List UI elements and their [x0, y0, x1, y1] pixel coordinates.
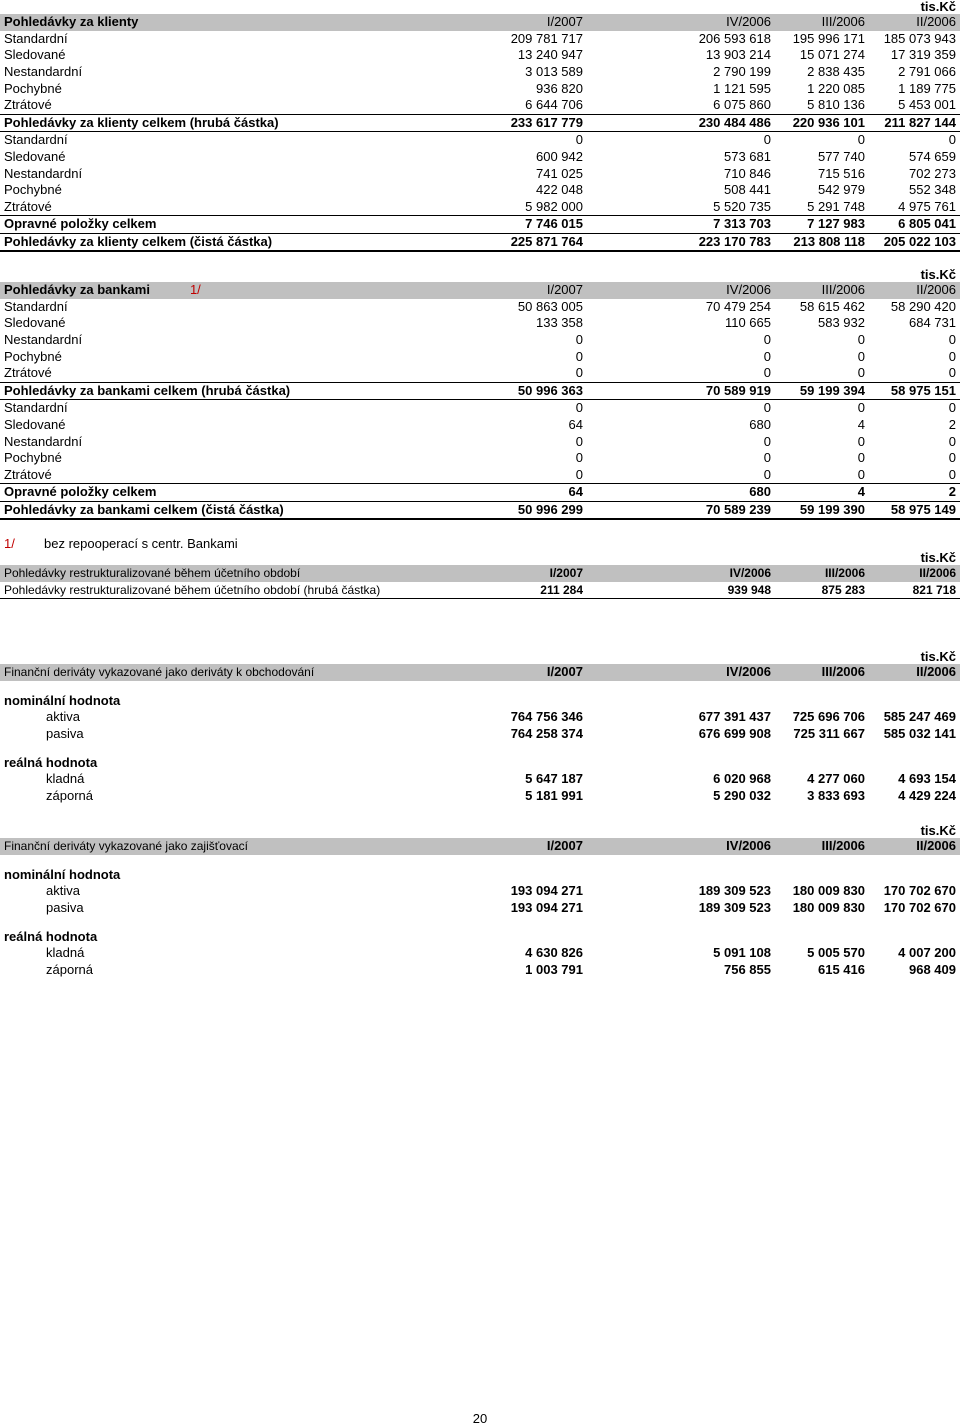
column-header: IV/2006 — [587, 664, 775, 681]
row-value: 0 — [857, 332, 865, 348]
footnote — [4, 536, 238, 551]
row-value: 133 358 — [536, 315, 583, 331]
table-restructured — [0, 565, 960, 599]
table-row — [0, 332, 960, 349]
row-label: Standardní — [4, 298, 68, 314]
table-row — [0, 450, 960, 467]
unit-label: tis.Kč — [920, 0, 956, 14]
row-label: pasiva — [46, 900, 84, 916]
row-value: 574 659 — [909, 149, 956, 165]
header-row — [0, 14, 960, 31]
row-value: 0 — [857, 365, 865, 381]
row-value: 0 — [763, 466, 771, 482]
row-value: 0 — [857, 348, 865, 364]
row-value: 710 846 — [724, 165, 771, 181]
row-value: 193 094 271 — [510, 883, 583, 899]
section-title: Pohledávky restrukturalizované během účetního období — [4, 566, 301, 581]
row-value: 573 681 — [724, 149, 771, 165]
row-value: 5 453 001 — [898, 97, 956, 113]
table-receivables-clients — [0, 14, 960, 252]
row-value: 58 975 149 — [869, 501, 960, 519]
row-label: kladná — [46, 945, 85, 961]
row-value: 70 479 254 — [705, 298, 771, 314]
table-row — [0, 80, 960, 97]
group-row — [0, 867, 960, 884]
row-label: Nestandardní — [4, 433, 83, 449]
row-value: 180 009 830 — [792, 883, 865, 899]
row-label: Standardní — [4, 30, 68, 46]
table-row — [0, 182, 960, 199]
row-value: 4 007 200 — [898, 945, 956, 961]
row-value: 1 220 085 — [807, 80, 865, 96]
row-label: Pochybné — [4, 348, 62, 364]
section-title: Pohledávky za klienty — [4, 14, 139, 30]
section-title-cell — [0, 664, 430, 681]
table-row — [0, 31, 960, 48]
column-header: IV/2006 — [587, 14, 775, 31]
row-label: Sledované — [4, 417, 66, 433]
page-number: 20 — [472, 1411, 488, 1426]
row-value: 0 — [948, 332, 956, 348]
row-value: 0 — [857, 400, 865, 416]
row-value: 209 781 717 — [510, 30, 583, 46]
row-label: Pohledávky za bankami celkem (hrubá částka) — [0, 382, 430, 400]
row-value: 0 — [763, 450, 771, 466]
column-header: III/2006 — [775, 664, 869, 681]
row-value: 676 699 908 — [698, 726, 771, 742]
row-value: 189 309 523 — [698, 900, 771, 916]
row-value: 4 — [775, 484, 869, 502]
section-restructured — [0, 551, 960, 599]
group-row — [0, 928, 960, 945]
section-derivatives-hedging — [0, 824, 960, 978]
row-value: 585 247 469 — [883, 709, 956, 725]
row-value: 875 283 — [775, 582, 869, 599]
row-value: 170 702 670 — [883, 900, 956, 916]
footnote-ref: 1/ — [189, 282, 201, 298]
table-receivables-banks — [0, 282, 960, 520]
header-row — [0, 282, 960, 299]
group-label: reálná hodnota — [4, 928, 98, 944]
table-row — [0, 365, 960, 382]
row-value: 4 — [857, 417, 865, 433]
table-row — [0, 726, 960, 743]
row-label: Ztrátové — [4, 365, 52, 381]
row-value: 4 429 224 — [898, 787, 956, 803]
row-value: 5 647 187 — [525, 771, 583, 787]
group-label: nominální hodnota — [4, 866, 121, 882]
column-header: II/2006 — [869, 14, 960, 31]
row-value: 0 — [575, 132, 583, 148]
row-value: 225 871 764 — [430, 233, 587, 251]
row-label: Ztrátové — [4, 198, 52, 214]
row-value: 211 827 144 — [869, 114, 960, 132]
table-row — [0, 433, 960, 450]
row-value: 110 665 — [724, 315, 771, 331]
row-value: 6 075 860 — [713, 97, 771, 113]
row-value: 0 — [575, 332, 583, 348]
row-value: 936 820 — [536, 80, 583, 96]
column-header: II/2006 — [869, 664, 960, 681]
table-row — [0, 883, 960, 900]
group-row — [0, 693, 960, 710]
row-value: 764 258 374 — [510, 726, 583, 742]
row-value: 0 — [948, 365, 956, 381]
group-row — [0, 754, 960, 771]
row-value: 5 291 748 — [807, 198, 865, 214]
row-label: Standardní — [4, 132, 68, 148]
row-value: 3 013 589 — [525, 64, 583, 80]
column-header: II/2006 — [869, 282, 960, 299]
column-header: IV/2006 — [587, 565, 775, 582]
row-value: 0 — [575, 466, 583, 482]
row-value: 552 348 — [909, 182, 956, 198]
group-label: reálná hodnota — [4, 754, 98, 770]
table-row — [0, 233, 960, 251]
row-value: 725 311 667 — [793, 726, 865, 742]
row-value: 13 240 947 — [517, 47, 583, 63]
row-value: 0 — [763, 332, 771, 348]
column-header: IV/2006 — [587, 282, 775, 299]
row-value: 764 756 346 — [510, 709, 583, 725]
row-value: 0 — [763, 132, 771, 148]
row-value: 58 975 151 — [869, 382, 960, 400]
table-row — [0, 945, 960, 962]
table-row — [0, 382, 960, 400]
unit-label: tis.Kč — [920, 649, 956, 664]
row-label: Pohledávky za klienty celkem (hrubá částka) — [0, 114, 430, 132]
header-row — [0, 565, 960, 582]
column-header: I/2007 — [430, 838, 587, 855]
table-row — [0, 47, 960, 64]
table-row — [0, 900, 960, 917]
row-value: 583 932 — [818, 315, 865, 331]
row-value: 50 863 005 — [517, 298, 583, 314]
row-value: 1 189 775 — [898, 80, 956, 96]
table-row — [0, 484, 960, 502]
row-label: aktiva — [46, 883, 80, 899]
table-row — [0, 149, 960, 166]
row-value: 5 181 991 — [525, 787, 583, 803]
unit-label: tis.Kč — [920, 550, 956, 565]
row-value: 615 416 — [818, 961, 865, 977]
row-value: 50 996 299 — [430, 501, 587, 519]
row-value: 205 022 103 — [869, 233, 960, 251]
row-label: Sledované — [4, 149, 66, 165]
table-row — [0, 64, 960, 81]
row-label: Pochybné — [4, 80, 62, 96]
row-value: 2 — [869, 484, 960, 502]
table-derivatives-trading — [0, 664, 960, 804]
table-row — [0, 962, 960, 979]
row-value: 2 791 066 — [898, 64, 956, 80]
row-value: 70 589 239 — [587, 501, 775, 519]
row-value: 821 718 — [869, 582, 960, 599]
row-value: 15 071 274 — [799, 47, 865, 63]
row-value: 756 855 — [724, 961, 771, 977]
row-value: 677 391 437 — [698, 709, 771, 725]
row-label: Ztrátové — [4, 97, 52, 113]
row-label: pasiva — [46, 726, 84, 742]
row-label: kladná — [46, 771, 85, 787]
table-row — [0, 315, 960, 332]
row-value: 195 996 171 — [792, 30, 865, 46]
table-row — [0, 216, 960, 234]
row-value: 680 — [749, 417, 771, 433]
table-row — [0, 165, 960, 182]
row-value: 0 — [575, 433, 583, 449]
section-title-cell — [0, 838, 430, 855]
column-header: III/2006 — [775, 282, 869, 299]
column-header: II/2006 — [869, 838, 960, 855]
row-value: 0 — [948, 433, 956, 449]
row-value: 4 693 154 — [898, 771, 956, 787]
table-row — [0, 199, 960, 216]
row-value: 0 — [763, 348, 771, 364]
row-value: 58 615 462 — [799, 298, 865, 314]
column-header: III/2006 — [775, 14, 869, 31]
row-value: 0 — [857, 132, 865, 148]
row-value: 193 094 271 — [510, 900, 583, 916]
table-row — [0, 582, 960, 599]
row-label: Pohledávky za klienty celkem (čistá částka) — [0, 233, 430, 251]
header-row — [0, 664, 960, 681]
row-value: 4 277 060 — [807, 771, 865, 787]
group-label: nominální hodnota — [4, 692, 121, 708]
row-label: Pochybné — [4, 182, 62, 198]
row-value: 0 — [575, 365, 583, 381]
column-header: II/2006 — [869, 565, 960, 582]
row-label: Opravné položky celkem — [0, 216, 430, 234]
row-value: 422 048 — [536, 182, 583, 198]
table-row — [0, 709, 960, 726]
row-value: 4 630 826 — [525, 945, 583, 961]
section-receivables-banks — [0, 268, 960, 520]
row-value: 741 025 — [536, 165, 583, 181]
row-value: 213 808 118 — [775, 233, 869, 251]
row-value: 0 — [857, 433, 865, 449]
table-row — [0, 299, 960, 316]
row-value: 50 996 363 — [430, 382, 587, 400]
table-row — [0, 417, 960, 434]
row-value: 2 790 199 — [713, 64, 771, 80]
unit-label: tis.Kč — [920, 267, 956, 282]
row-value: 211 284 — [430, 582, 587, 599]
row-value: 189 309 523 — [698, 883, 771, 899]
row-label: Nestandardní — [4, 332, 83, 348]
row-value: 508 441 — [724, 182, 771, 198]
column-header: III/2006 — [775, 838, 869, 855]
row-value: 939 948 — [587, 582, 775, 599]
row-value: 702 273 — [909, 165, 956, 181]
section-title-cell — [0, 565, 430, 582]
row-label: Pohledávky restrukturalizované během účetního období (hrubá částka) — [0, 582, 430, 599]
row-value: 6 020 968 — [713, 771, 771, 787]
row-value: 585 032 141 — [883, 726, 956, 742]
row-value: 0 — [857, 466, 865, 482]
row-value: 0 — [948, 400, 956, 416]
row-value: 577 740 — [818, 149, 865, 165]
row-value: 684 731 — [909, 315, 956, 331]
row-value: 206 593 618 — [698, 30, 771, 46]
row-label: Sledované — [4, 47, 66, 63]
row-value: 0 — [948, 132, 956, 148]
row-value: 5 810 136 — [807, 97, 865, 113]
row-label: Pochybné — [4, 450, 62, 466]
column-header: IV/2006 — [587, 838, 775, 855]
row-label: Ztrátové — [4, 466, 52, 482]
section-title-cell — [0, 282, 430, 299]
row-value: 59 199 390 — [775, 501, 869, 519]
row-label: Pohledávky za bankami celkem (čistá částka) — [0, 501, 430, 519]
header-row — [0, 838, 960, 855]
row-value: 180 009 830 — [792, 900, 865, 916]
column-header: I/2007 — [430, 664, 587, 681]
row-value: 0 — [948, 466, 956, 482]
table-derivatives-hedging — [0, 838, 960, 978]
row-value: 230 484 486 — [587, 114, 775, 132]
row-label: aktiva — [46, 709, 80, 725]
row-value: 185 073 943 — [883, 30, 956, 46]
row-value: 715 516 — [818, 165, 865, 181]
row-value: 220 936 101 — [775, 114, 869, 132]
row-value: 0 — [857, 450, 865, 466]
table-row — [0, 97, 960, 114]
column-header: I/2007 — [430, 282, 587, 299]
table-row — [0, 132, 960, 149]
row-value: 233 617 779 — [430, 114, 587, 132]
section-title-cell — [0, 14, 430, 31]
row-value: 5 091 108 — [713, 945, 771, 961]
table-row — [0, 771, 960, 788]
table-row — [0, 501, 960, 519]
row-value: 6 805 041 — [869, 216, 960, 234]
row-value: 7 127 983 — [775, 216, 869, 234]
row-value: 600 942 — [536, 149, 583, 165]
row-value: 70 589 919 — [587, 382, 775, 400]
row-value: 3 833 693 — [807, 787, 865, 803]
row-value: 0 — [763, 433, 771, 449]
row-value: 1 003 791 — [525, 961, 583, 977]
row-value: 13 903 214 — [705, 47, 771, 63]
row-value: 64 — [430, 484, 587, 502]
row-label: Standardní — [4, 400, 68, 416]
table-row — [0, 788, 960, 805]
row-value: 4 975 761 — [898, 198, 956, 214]
row-value: 680 — [587, 484, 775, 502]
row-value: 2 — [948, 417, 956, 433]
row-value: 5 005 570 — [807, 945, 865, 961]
section-title: Finanční deriváty vykazované jako zajišťovací — [4, 839, 248, 854]
row-value: 725 696 706 — [792, 709, 865, 725]
unit-label: tis.Kč — [920, 823, 956, 838]
row-value: 0 — [763, 365, 771, 381]
row-value: 0 — [575, 400, 583, 416]
column-header: I/2007 — [430, 565, 587, 582]
table-row — [0, 114, 960, 132]
column-header: III/2006 — [775, 565, 869, 582]
row-value: 5 520 735 — [713, 198, 771, 214]
row-value: 5 982 000 — [525, 198, 583, 214]
row-value: 7 313 703 — [587, 216, 775, 234]
row-value: 64 — [568, 417, 583, 433]
row-value: 0 — [948, 450, 956, 466]
row-label: Sledované — [4, 315, 66, 331]
section-title: Finanční deriváty vykazované jako deriváty k obchodování — [4, 665, 315, 680]
row-value: 17 319 359 — [890, 47, 956, 63]
row-value: 59 199 394 — [775, 382, 869, 400]
row-value: 0 — [948, 348, 956, 364]
row-value: 542 979 — [818, 182, 865, 198]
row-label: Nestandardní — [4, 64, 83, 80]
row-value: 7 746 015 — [430, 216, 587, 234]
section-receivables-clients — [0, 0, 960, 252]
section-derivatives-trading — [0, 650, 960, 804]
row-value: 2 838 435 — [807, 64, 865, 80]
column-header: I/2007 — [430, 14, 587, 31]
row-value: 0 — [575, 348, 583, 364]
row-value: 1 121 595 — [713, 80, 771, 96]
table-row — [0, 467, 960, 484]
row-value: 0 — [575, 450, 583, 466]
row-value: 58 290 420 — [890, 298, 956, 314]
footnote-text: bez repooperací s centr. Bankami — [44, 536, 238, 551]
section-title: Pohledávky za bankami — [4, 282, 150, 298]
row-label: Nestandardní — [4, 165, 83, 181]
row-label: záporná — [46, 961, 93, 977]
footnote-mark: 1/ — [4, 536, 15, 551]
table-row — [0, 400, 960, 417]
table-row — [0, 348, 960, 365]
row-label: záporná — [46, 787, 93, 803]
row-label: Opravné položky celkem — [0, 484, 430, 502]
row-value: 223 170 783 — [587, 233, 775, 251]
row-value: 5 290 032 — [713, 787, 771, 803]
row-value: 170 702 670 — [883, 883, 956, 899]
row-value: 6 644 706 — [525, 97, 583, 113]
row-value: 0 — [763, 400, 771, 416]
row-value: 968 409 — [909, 961, 956, 977]
